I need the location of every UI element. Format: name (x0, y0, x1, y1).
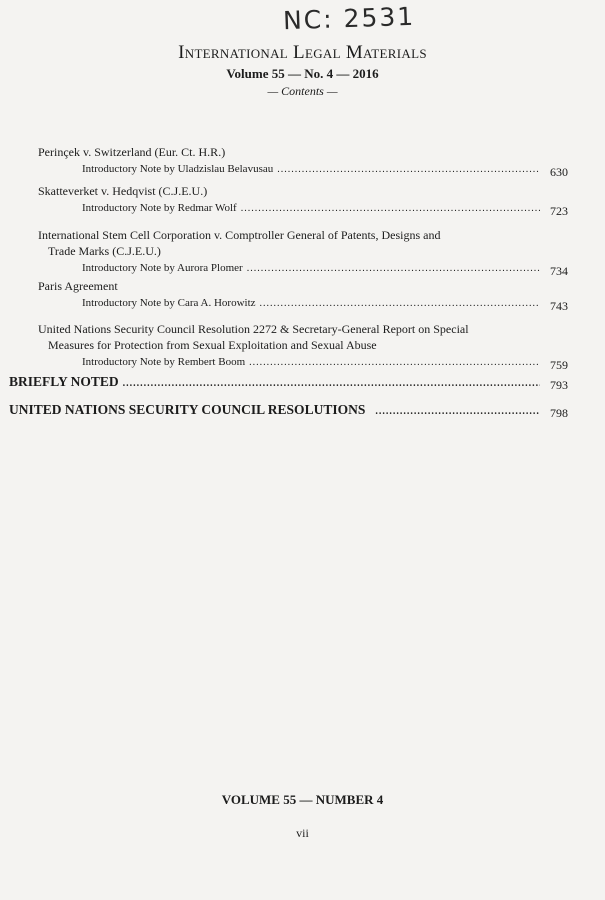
introductory-note: Introductory Note by Cara A. Horowitz (82, 297, 256, 309)
journal-title: International Legal Materials (178, 42, 427, 63)
section-title: BRIEFLY NOTED (9, 374, 119, 389)
introductory-note: Introductory Note by Rembert Boom (82, 356, 246, 368)
footer-volume: VOLUME 55 — NUMBER 4 (221, 792, 384, 807)
toc-entry (38, 227, 568, 277)
dot-leader (277, 162, 540, 178)
case-title: Paris Agreement (38, 279, 118, 293)
page-number: 798 (550, 406, 568, 420)
dot-leader (123, 375, 540, 393)
toc-section-un-resolutions (9, 401, 568, 421)
toc-entry (38, 278, 568, 312)
toc-section-briefly-noted (9, 373, 568, 393)
toc-entry (38, 321, 568, 371)
introductory-note: Introductory Note by Uladzislau Belavusau (82, 163, 274, 175)
page-number: 759 (550, 358, 568, 372)
page-number: 793 (550, 378, 568, 392)
introductory-note: Introductory Note by Aurora Plomer (82, 262, 243, 274)
issue-line: Volume 55 — No. 4 — 2016 (226, 66, 379, 81)
toc-entry (38, 183, 568, 217)
case-title: United Nations Security Council Resolution 2272 & Secretary-General Report on Special (38, 322, 469, 336)
handwritten-catalog-note: NC: 2531 (282, 1, 416, 36)
dot-leader (249, 355, 540, 371)
page-number: 723 (550, 204, 568, 218)
footer-page-number: vii (296, 826, 309, 840)
case-title: Skatteverket v. Hedqvist (C.J.E.U.) (38, 184, 208, 198)
dot-leader (247, 261, 540, 277)
case-title-continued: Trade Marks (C.J.E.U.) (48, 244, 161, 258)
toc-entry (38, 144, 568, 178)
note-row (38, 199, 568, 217)
case-title: Perinçek v. Switzerland (Eur. Ct. H.R.) (38, 145, 226, 159)
note-row (38, 353, 568, 371)
introductory-note: Introductory Note by Redmar Wolf (82, 202, 237, 214)
note-row (38, 294, 568, 312)
dot-leader (260, 296, 540, 312)
note-row (38, 160, 568, 178)
contents-label: — Contents — (267, 84, 338, 98)
page-number: 630 (550, 165, 568, 179)
note-row (38, 259, 568, 277)
dot-leader (375, 403, 540, 421)
dot-leader (241, 201, 540, 217)
page-number: 734 (550, 264, 568, 278)
page-number: 743 (550, 299, 568, 313)
section-title: UNITED NATIONS SECURITY COUNCIL RESOLUTIONS (9, 402, 366, 417)
case-title: International Stem Cell Corporation v. Comptroller General of Patents, Designs and (38, 228, 441, 242)
case-title-continued: Measures for Protection from Sexual Exploitation and Sexual Abuse (48, 338, 377, 352)
